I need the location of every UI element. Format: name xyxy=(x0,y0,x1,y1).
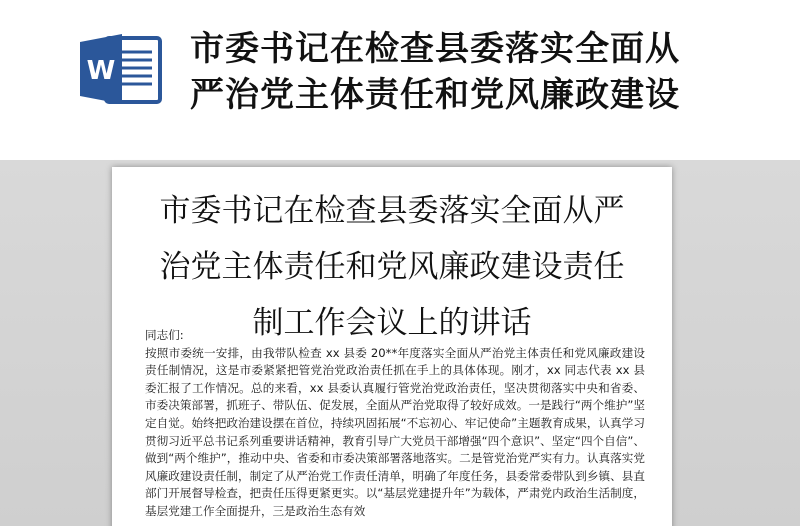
greeting: 同志们: xyxy=(145,328,184,342)
document-title-line-1: 市委书记在检查县委落实全面从严 xyxy=(159,193,625,229)
document-page xyxy=(112,167,672,526)
svg-text:W: W xyxy=(86,56,116,86)
header-banner xyxy=(0,0,800,160)
body-paragraph: 按照市委统一安排，由我带队检查 xx 县委 20**年度落实全面从严治党主体责任和党风廉政建设责任制情况，这是市委紧紧把管党治党政治责任抓在手上的具体体现。刚才，xx 同志代表 xx 县委汇报了工作情况。总的来看，xx 县委认真履行管党治党政治责任，坚决贯彻落实中央和省委、市委决策部署，抓班子、带队伍、促发展，全面从严治党取得了较好成效。一是践行“两个维护”坚定自觉。始终把政治建设摆在首位，持续巩固拓展“不忘初心、牢记使命”主题教育成果，认真学习贯彻习近平总书记系列重要讲话精神，教育引导广大党员干部增强“四个意识”、坚定“四个自信”、做到“两个维护”，推动中央、省委和市委决策部署落地落实。二是管党治党严实有力。认真落实党风廉政建设责任制，制定了从严治党工作责任清单，明确了年度任务，县委常委带队到乡镇、县直部门开展督导检查，把责任压得更紧更实。以“基层党建提升年”为载体，严肃党内政治生活制度，基层党建工作全面提升，三是政治生态有效 xyxy=(145,345,645,518)
word-document-icon xyxy=(76,32,164,106)
document-body xyxy=(145,327,645,521)
banner-title xyxy=(190,26,790,118)
document-title xyxy=(112,183,672,351)
banner-title-line-2: 严治党主体责任和党风廉政建设 xyxy=(190,75,680,115)
document-title-line-3: 制工作会议上的讲话 xyxy=(252,305,532,341)
banner-title-line-1: 市委书记在检查县委落实全面从 xyxy=(190,29,680,69)
document-title-line-2: 治党主体责任和党风廉政建设责任 xyxy=(159,249,625,285)
